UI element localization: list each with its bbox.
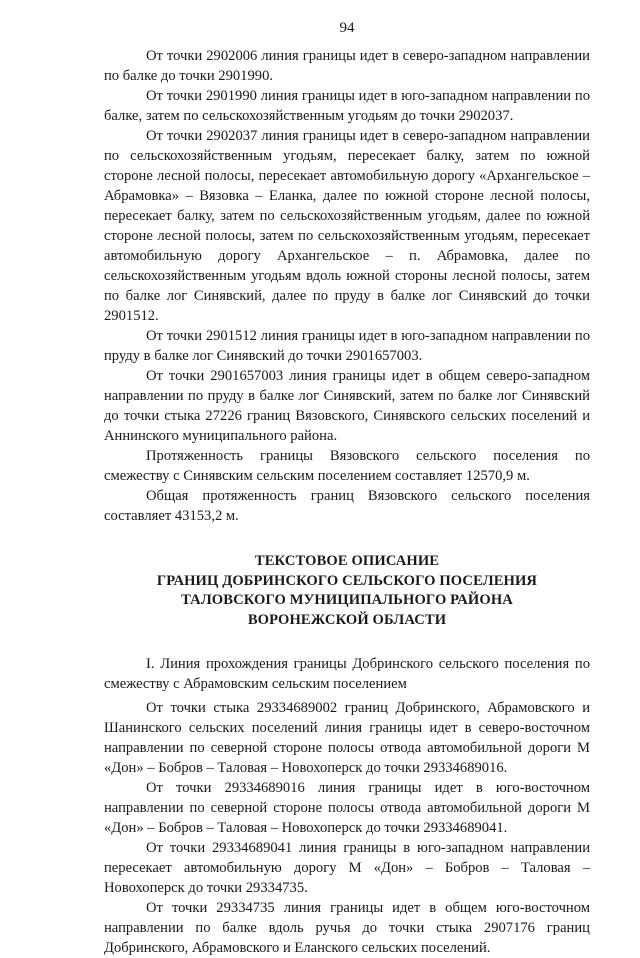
paragraph: Протяженность границы Вязовского сельского поселения по смежеству с Синявским сельским поселением составляет 12570,9 м. xyxy=(104,448,590,484)
heading-line: ГРАНИЦ ДОБРИНСКОГО СЕЛЬСКОГО ПОСЕЛЕНИЯ xyxy=(156,572,538,589)
paragraph: От точки 2901990 линия границы идет в юго-западном направлении по балке, затем по сельскохозяйственным угодьям до точки 2902037. xyxy=(104,88,590,124)
paragraph: От точки 29334689016 линия границы идет в юго-восточном направлении по северной стороне полосы отвода автомобильной дороги М «Дон» – Бобров – Таловая – Новохоперск до точки 29334689041. xyxy=(104,780,590,836)
paragraph: От точки 2902006 линия границы идет в северо-западном направлении по балке до точки 2901990. xyxy=(104,48,590,84)
paragraph: От точки 2901512 линия границы идет в юго-западном направлении по пруду в балке лог Синявский до точки 2901657003. xyxy=(104,328,590,364)
paragraph: От точки 2901657003 линия границы идет в общем северо-западном направлении по пруду в балке лог Синявский, затем по балке лог Синявский до точки стыка 27226 границ Вязовского, Синявского сельских поселений и Аннинского муниципального района. xyxy=(104,368,590,444)
paragraph: От точки 29334689041 линия границы в юго-западном направлении пересекает автомобильную дорогу М «Дон» – Бобров – Таловая – Новохоперск до точки 29334735. xyxy=(104,840,590,896)
paragraph: От точки стыка 29334689002 границ Добринского, Абрамовского и Шанинского сельских поселений линия границы идет в северо-восточном направлении по северной стороне полосы отвода автомобильной дороги М «Дон» – Бобров – Таловая – Новохоперск до точки 29334689016. xyxy=(104,700,590,776)
paragraph: Общая протяженность границ Вязовского сельского поселения составляет 43153,2 м. xyxy=(104,488,590,524)
paragraphs-top xyxy=(104,46,590,526)
page-number: 94 xyxy=(339,20,355,36)
heading-line: ТЕКСТОВОЕ ОПИСАНИЕ xyxy=(254,553,440,569)
heading-line: ВОРОНЕЖСКОЙ ОБЛАСТИ xyxy=(247,611,447,628)
paragraph: От точки 29334735 линия границы идет в общем юго-восточном направлении по балке вдоль ручья до точки стыка 2907176 границ Добринского, Абрамовского и Еланского сельских поселений. xyxy=(104,900,590,956)
section-title: I. Линия прохождения границы Добринского сельского поселения по смежеству с Абрамовским сельским поселением xyxy=(104,656,590,692)
document-page xyxy=(104,18,590,958)
section-heading xyxy=(104,552,590,630)
paragraphs-bottom xyxy=(104,698,590,958)
paragraph: От точки 2902037 линия границы идет в северо-западном направлении по сельскохозяйственным угодьям, пересекает балку, затем по южной стороне лесной полосы, пересекает автомобильную дорогу «Архангельское – Абрамовка» – Вязовка – Еланка, далее по южной стороне лесной полосы, пересекает балку, затем по сельскохозяйственным угодьям, далее по южной стороне лесной полосы, затем по сельскохозяйственным угодьям, пересекает автомобильную дорогу Архангельское – п. Абрамовка, далее по сельскохозяйственным угодьям вдоль южной стороны лесной полосы, затем по балке лог Синявский, далее по пруду в балке лог Синявский до точки 2901512. xyxy=(104,128,590,324)
heading-line: ТАЛОВСКОГО МУНИЦИПАЛЬНОГО РАЙОНА xyxy=(181,592,513,608)
